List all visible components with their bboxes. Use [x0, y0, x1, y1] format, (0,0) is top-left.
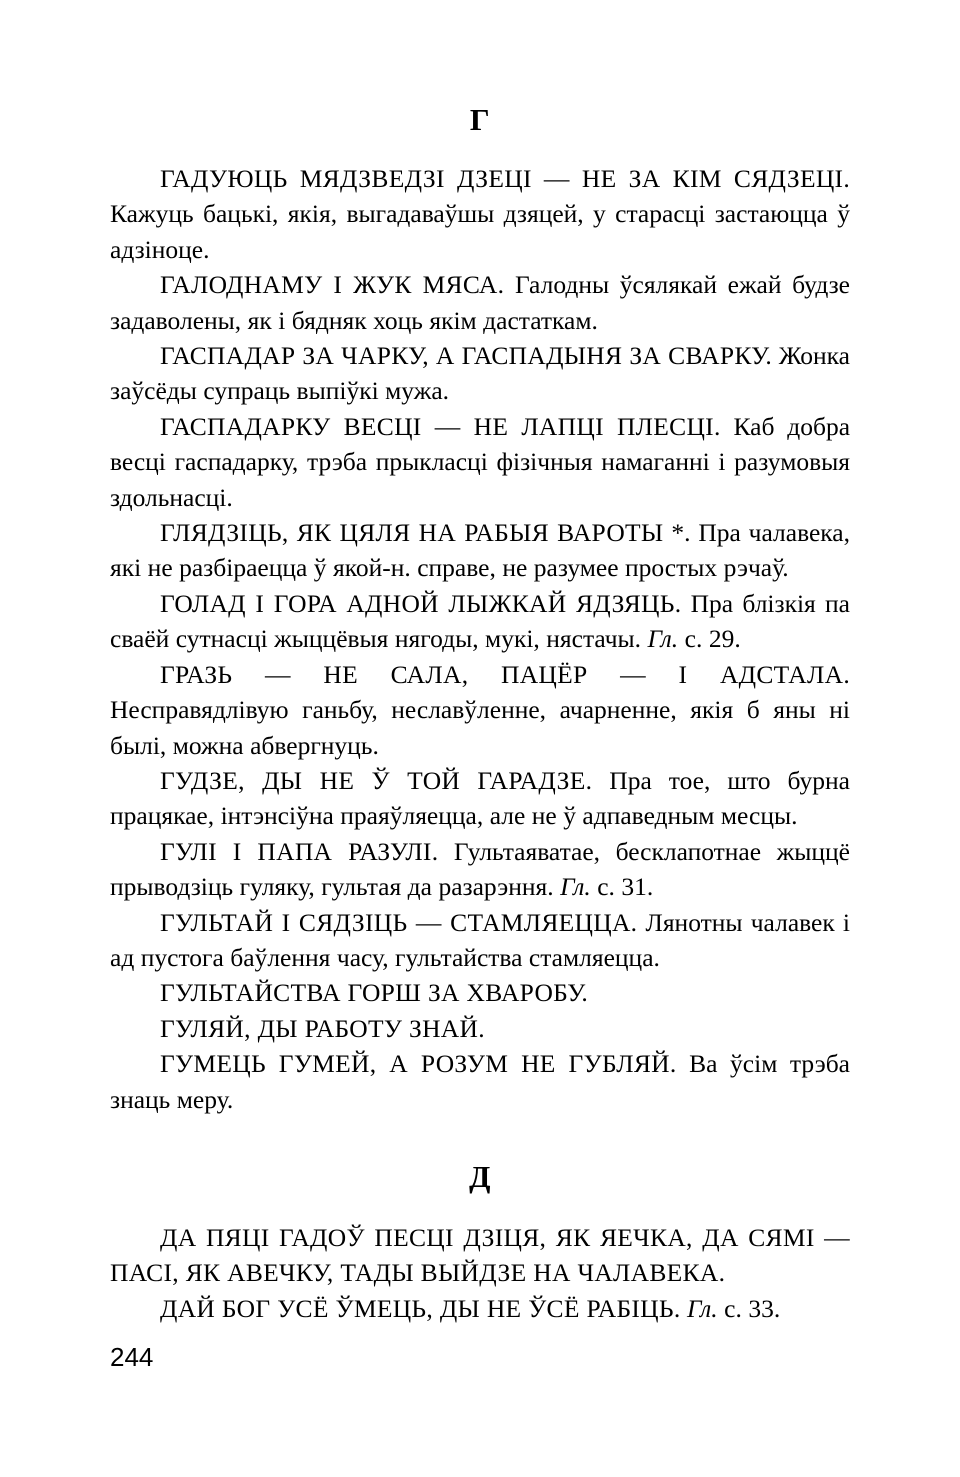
entry [110, 586, 850, 657]
entry [110, 338, 850, 409]
page-content [110, 0, 850, 1326]
entry-headword: ГАСПАДАРКУ ВЕСЦІ — НЕ ЛАПЦІ ПЛЕСЦІ. [160, 411, 721, 441]
entry-gloss: Пра тое, што бурна працякае, інтэнсіўна праяўляецца, але не ў адпаведным месцы. [110, 765, 851, 831]
entry-headword: ГУЛЬТАЙ І СЯДЗІЦЬ — СТАМЛЯЕЦЦА. [160, 907, 638, 937]
entry [110, 657, 850, 763]
cross-reference-page: с. 33. [717, 1293, 781, 1323]
entry-headword: ГУЛЬТАЙСТВА ГОРШ ЗА ХВАРОБУ. [160, 978, 589, 1008]
entry-list-d [110, 1220, 850, 1326]
entry [110, 409, 850, 515]
entry [110, 975, 850, 1010]
entry-gloss: Ва ўсім трэба знаць меру. [110, 1049, 850, 1114]
entry-headword: ГЛЯДЗІЦЬ, ЯК ЦЯЛЯ НА РАБЫЯ ВАРОТЫ [160, 518, 664, 548]
page-number: 244 [110, 1342, 154, 1372]
cross-reference-page: с. 31. [590, 872, 654, 902]
entry-headword: ГАСПАДАР ЗА ЧАРКУ, А ГАСПАДЫНЯ ЗА СВАРКУ. [160, 341, 773, 371]
entry-gloss: Пра блізкія па сваёй сутнасці жыццёвыя нягоды, мукі, нястачы. [110, 588, 850, 654]
entry [110, 267, 850, 338]
entry-gloss: Несправядлівую ганьбу, неславўленне, ачарненне, якія б яны ні былі, можна абвергнуць. [110, 695, 850, 760]
section-header-g: Г [469, 102, 491, 137]
entry-headword: ГУЛЯЙ, ДЫ РАБОТУ ЗНАЙ. [160, 1013, 485, 1043]
entry [110, 1011, 850, 1046]
entry [110, 1291, 850, 1326]
entry-headword: ДА ПЯЦІ ГАДОЎ ПЕСЦІ ДЗІЦЯ, ЯК ЯЕЧКА, ДА СЯМІ — ПАСІ, ЯК АВЕЧКУ, ТАДЫ ВЫЙДЗЕ НА ЧАЛАВЕКА. [110, 1222, 850, 1288]
section-header-d: Д [469, 1158, 491, 1194]
entry-list-g [110, 161, 850, 1117]
entry-gloss: Каб добра весці гаспадарку, трэба прыкласці фізічныя намаганні і разумовыя здольнасці. [110, 411, 851, 512]
entry-gloss: Галодны ўсялякай ежай будзе задаволены, як і бядняк хоць якім дастаткам. [110, 270, 850, 335]
cross-reference-label: Гл. [560, 872, 591, 902]
cross-reference-page: с. 29. [678, 624, 741, 654]
entry [110, 1046, 850, 1117]
entry-headword: ГАЛОДНАМУ І ЖУК МЯСА. [160, 270, 505, 300]
entry-headword: ДАЙ БОГ УСЁ ЎМЕЦЬ, ДЫ НЕ ЎСЁ РАБІЦЬ. [160, 1293, 681, 1323]
cross-reference-label: Гл. [687, 1293, 718, 1323]
entry-headword: ГУМЕЦЬ ГУМЕЙ, А РОЗУМ НЕ ГУБЛЯЙ. [160, 1049, 677, 1079]
entry-headword: ГУДЗЕ, ДЫ НЕ Ў ТОЙ ГАРАДЗЕ. [160, 765, 593, 795]
entry-gloss: Гультаяватае, бесклапотнае жыццё прыводзіць гуляку, гультая да разарэння. [110, 836, 850, 902]
entry-headword: ГАДУЮЦЬ МЯДЗВЕДЗІ ДЗЕЦІ — НЕ ЗА КІМ СЯДЗЕЦІ. [160, 164, 850, 193]
entry-gloss: Кажуць бацькі, якія, выгадаваўшы дзяцей, у старасці застаюцца ў адзіноце. [110, 199, 850, 264]
entry-gloss: Жонка заўсёды супраць выпіўкі мужа. [110, 341, 850, 406]
entry [110, 905, 850, 976]
entry [110, 515, 850, 586]
entry [110, 834, 850, 905]
footnote-asterisk: * [663, 518, 685, 548]
entry [110, 161, 850, 267]
entry [110, 1220, 850, 1291]
entry-gloss: Лянотны чалавек і ад пустога баўлення часу, гультайства стамляецца. [110, 907, 850, 972]
entry-gloss: . Пра чалавека, які не разбіраецца ў якой-н. справе, не разумее простых рэчаў. [110, 518, 850, 583]
entry-headword: ГРАЗЬ — НЕ САЛА, ПАЦЁР — І АДСТАЛА. [160, 659, 850, 689]
cross-reference-label: Гл. [647, 624, 679, 654]
entry-headword: ГОЛАД І ГОРА АДНОЙ ЛЫЖКАЙ ЯДЗЯЦЬ. [160, 588, 682, 618]
entry-headword: ГУЛІ І ПАПА РАЗУЛІ. [160, 836, 439, 866]
entry [110, 763, 850, 834]
